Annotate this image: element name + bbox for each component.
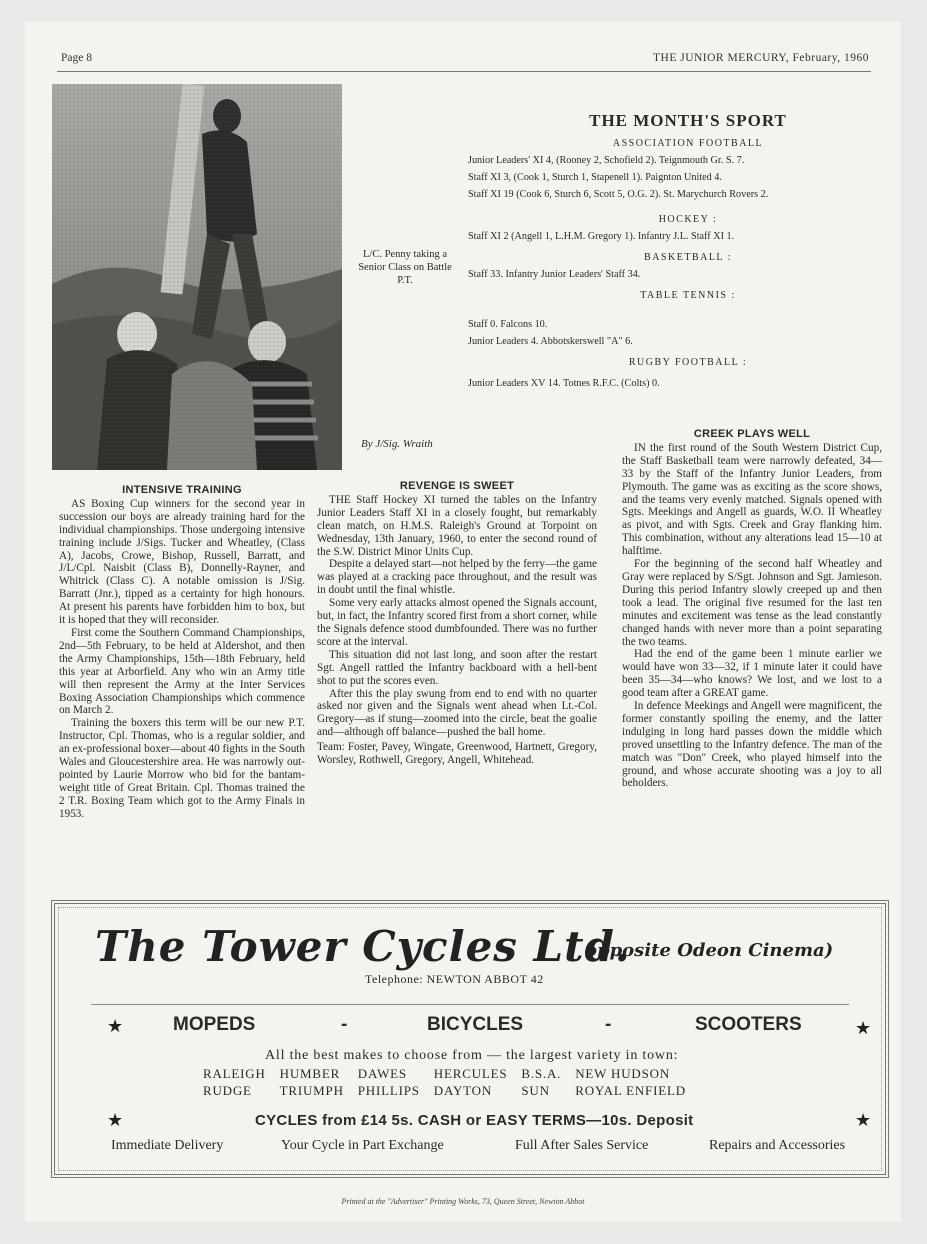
star-icon: ★ (855, 1018, 872, 1038)
advert-telephone: Telephone: NEWTON ABBOT 42 (365, 972, 544, 986)
make: B.S.A. (521, 1066, 562, 1081)
make: RUDGE (203, 1083, 252, 1098)
make: NEW HUDSON (575, 1066, 671, 1081)
result-line: Junior Leaders XV 14. Totnes R.F.C. (Colts) 0. (468, 378, 660, 389)
product-scooters: SCOOTERS (695, 1014, 802, 1035)
category-football: ASSOCIATION FOOTBALL (612, 138, 764, 149)
article-paragraph: First come the Southern Command Championships, 2nd—5th February, to be held at Aldershot, and then the Army Championships, 15th—18th February, held this year at Arborfield. Any who win an Army title will then represent the Army at the Inter Services Boxing Association Championships which commence on March 2. (59, 626, 305, 717)
result-line: Junior Leaders' XI 4, (Rooney 2, Schofield 2). Teignmouth Gr. S. 7. (468, 155, 745, 166)
article-title: INTENSIVE TRAINING (122, 484, 242, 496)
result-line: Staff 0. Falcons 10. (468, 319, 548, 330)
product-bicycles: BICYCLES (427, 1014, 524, 1035)
make: HUMBER (279, 1066, 341, 1081)
article-creek-plays-well (622, 428, 882, 790)
advert-location: opposite Odeon Cinema) (585, 940, 834, 961)
article-title: REVENGE IS SWEET (399, 480, 515, 492)
makes-table (203, 1066, 700, 1100)
newspaper-page (25, 22, 901, 1222)
make: PHILLIPS (357, 1083, 420, 1098)
product-separator: - (605, 1014, 612, 1035)
article-paragraph: AS Boxing Cup winners for the second year in succession our boys are already training hard for the individual championships. Those undergoing intensive training include J/Sigs. Tucker and Wheatley, (Class A), Jacobs, Crowe, Bishop, Russell, Barratt, and J/L/Cpl. Naisbit (Class B), Donnelly-Rayner, and Whitrick (Class C). A notable omission is J/Sig. Barratt (Jnr.), tipped as a certainty for high honours. At present his parents have forbidden him to box, but it is hoped that they will reconsider. (59, 497, 305, 627)
advert-company-name: The Tower Cycles Ltd. (95, 922, 631, 971)
result-line: Junior Leaders 4. Abbotskerswell "A" 6. (468, 336, 633, 347)
article-paragraph: IN the first round of the South Western District Cup, the Staff Basketball team were narrowly defeated, 34—33 by the Staff of the Infantry Junior Leaders, from Plymouth. The game was as exciting as the score shows, and the teams very evenly matched. Signals opened with Sgts. Meekings and Angell as guards, W.O. II Wheatley as pivot, and with Sgts. Creek and Gray flanking him. This combination, without any alterations lead 15—10 at halftime. (622, 441, 882, 558)
make: RALEIGH (203, 1066, 266, 1081)
article-paragraph: In defence Meekings and Angell were magnificent, the former constantly spoiling the enemy, and the latter indulging in long hard passes down the middle which proved unsettling to the Infantry defence. The man of the match was "Don" Creek, who played himself into the ground, and whose accurate shooting was a joy to all beholders. (622, 700, 882, 790)
article-paragraph: Training the boxers this term will be our new P.T. Instructor, Cpl. Thomas, who is a regular soldier, and an ex-professional boxer—about 40 fights in the South Wales and Gloucestershire area. He was narrowly out-pointed by Laurie Morrow who bid for the bantam-weight title of Great Britain. Cpl. Thomas trained the 2 T.R. Boxing Team which got to the Army Finals in 1953. (59, 717, 305, 820)
result-line: Staff 33. Infantry Junior Leaders' Staff 34. (468, 269, 641, 280)
sport-title: THE MONTH'S SPORT (589, 111, 787, 130)
printer-imprint: Printed at the "Advertiser" Printing Works, 73, Queen Street, Newton Abbot (341, 1197, 585, 1206)
publication-header: THE JUNIOR MERCURY, February, 1960 (652, 52, 869, 64)
article-paragraph: This situation did not last long, and soon after the restart Sgt. Angell rattled the Infantry backboard with a hell-bent shot to put the scores even. (317, 648, 597, 687)
category-basketball: BASKETBALL : (644, 252, 732, 263)
make: DAYTON (433, 1083, 493, 1098)
category-table-tennis: TABLE TENNIS : (640, 290, 736, 301)
category-rugby: RUGBY FOOTBALL : (628, 357, 748, 368)
pt-class-photo (52, 84, 342, 470)
advert-price: CYCLES from £14 5s. CASH or EASY TERMS—10s. Deposit (255, 1112, 694, 1129)
article-paragraph: Had the end of the game been 1 minute earlier we would have won 33—32, if 1 minute later it could have been 35—34—who knows? We lost, and we lost to a good team after a GREAT game. (622, 648, 882, 700)
tower-cycles-advert (51, 900, 889, 1178)
make: TRIUMPH (279, 1083, 344, 1098)
result-line: Staff XI 19 (Cook 6, Sturch 6, Scott 5, O.G. 2). St. Marychurch Rovers 2. (468, 189, 769, 200)
service-part-exchange: Your Cycle in Part Exchange (281, 1138, 444, 1153)
product-mopeds: MOPEDS (173, 1014, 256, 1035)
photo-caption: L/C. Penny taking a Senior Class on Battle P.T. (358, 249, 452, 286)
article-paragraph: Despite a delayed start—not helped by the ferry—the game was played at a cracking pace throughout, and the result was in doubt until the final whistle. (317, 558, 597, 597)
advert-tagline: All the best makes to choose from — the largest variety in town: (265, 1048, 679, 1063)
star-icon: ★ (855, 1110, 872, 1130)
article-revenge-is-sweet (317, 480, 597, 767)
service-repairs: Repairs and Accessories (709, 1138, 846, 1153)
article-paragraph: Some very early attacks almost opened the Signals account, but, in fact, the Infantry scored first from a short corner, while the Signals defence stood dumbfounded. There was no further score at the interval. (317, 597, 597, 648)
service-delivery: Immediate Delivery (111, 1138, 224, 1153)
star-icon: ★ (107, 1016, 124, 1036)
article-paragraph: After this the play swung from end to end with no quarter asked nor given and the Signals went ahead when Lt.-Col. Gregory—as if stung—zoomed into the circle, beat the goalie and—although off balance—pushed the ball home. (317, 687, 597, 739)
service-after-sales: Full After Sales Service (515, 1138, 649, 1153)
header-rule (57, 71, 871, 72)
product-separator: - (341, 1014, 348, 1035)
byline: By J/Sig. Wraith (361, 438, 433, 450)
make: SUN (521, 1083, 550, 1098)
make: HERCULES (433, 1066, 508, 1081)
result-line: Staff XI 2 (Angell 1, L.H.M. Gregory 1). Infantry J.L. Staff XI 1. (468, 231, 735, 242)
star-icon: ★ (107, 1110, 124, 1130)
team-list: Team: Foster, Pavey, Wingate, Greenwood, Hartnett, Gregory, Worsley, Rothwell, Gregory, Angell, Whitehead. (317, 741, 597, 767)
make: ROYAL ENFIELD (575, 1083, 686, 1098)
result-line: Staff XI 3, (Cook 1, Sturch 1, Stapenell 1). Paignton United 4. (468, 172, 722, 183)
article-paragraph: THE Staff Hockey XI turned the tables on the Infantry Junior Leaders Staff XI in a closely fought, but remarkably clean match, on H.M.S. Raleigh's Ground at Torpoint on Wednesday, 13th January, 1960, to enter the second round of the S.W. District Minor Units Cup. (317, 493, 597, 558)
page-number: Page 8 (61, 52, 92, 64)
category-hockey: HOCKEY : (658, 214, 718, 225)
article-title: CREEK PLAYS WELL (693, 428, 811, 440)
months-sport-section (468, 112, 878, 392)
article-paragraph: For the beginning of the second half Wheatley and Gray were replaced by S/Sgt. Johnson and Sgt. Jamieson. During this period Infantry slowly creeped up and then took a lead. The original five resumed for the last ten minutes and excitement was tense as the lead constantly changed hands with never more than a point separating the two teams. (622, 558, 882, 648)
make: DAWES (357, 1066, 407, 1081)
article-intensive-training (59, 484, 305, 821)
